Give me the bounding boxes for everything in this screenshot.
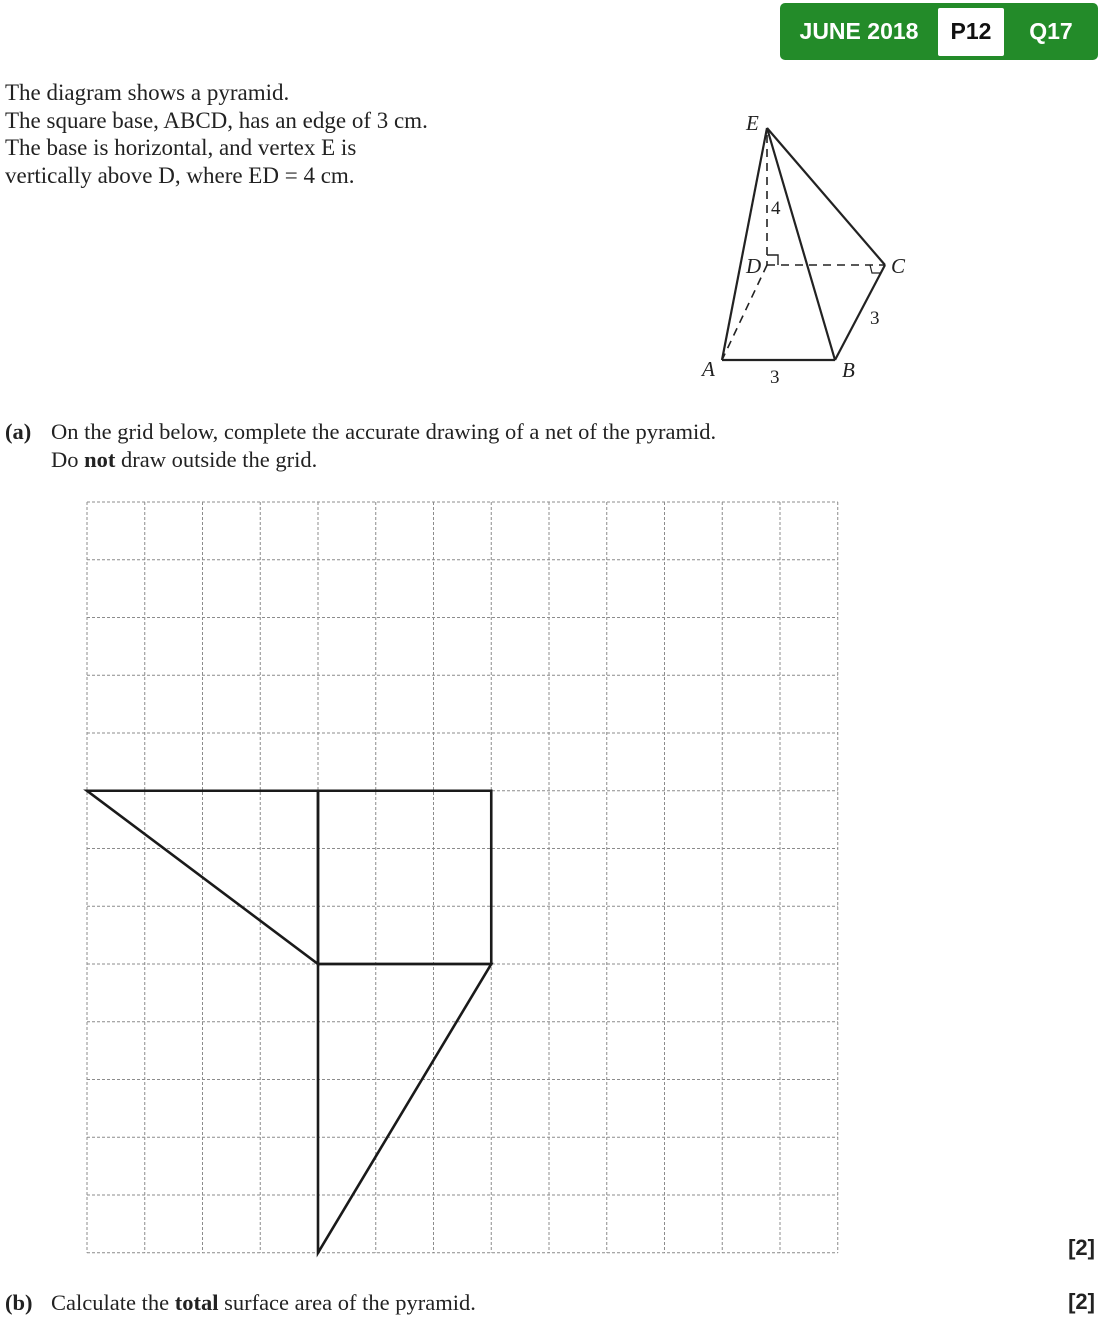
edge-ec [767, 128, 885, 265]
part-b-text-bold: total [174, 1290, 219, 1315]
part-b-text-post: surface area of the pyramid. [218, 1290, 476, 1315]
part-a-line-2-bold: not [84, 447, 116, 472]
part-a-line-2-pre: Do [51, 447, 85, 472]
part-b-text-pre: Calculate the [51, 1290, 175, 1315]
intro-line-1: The diagram shows a pyramid. [5, 80, 290, 105]
intro-line-4: vertically above D, where ED = 4 cm. [5, 162, 355, 188]
part-a-label: (a) [5, 419, 32, 444]
edge-ea [722, 128, 767, 360]
edge-bc-length: 3 [870, 308, 880, 329]
edge-ed-length: 4 [771, 198, 781, 219]
right-angle-d [767, 255, 778, 265]
badge-question: Q17 [1029, 18, 1073, 44]
vertex-d-label: D [746, 254, 762, 278]
edge-eb [767, 128, 835, 360]
vertex-c-label: C [891, 254, 906, 278]
vertex-a-label: A [702, 357, 715, 381]
net-square-base [318, 791, 491, 964]
part-a-marks: [2] [1068, 1235, 1095, 1260]
right-angle-c [870, 265, 880, 273]
intro-line-2: The square base, ABCD, has an edge of 3 cm. [5, 107, 428, 133]
pyramid-diagram [690, 105, 950, 385]
part-a-line-1: On the grid below, complete the accurate drawing of a net of the pyramid. [51, 419, 717, 444]
intro-line-3: The base is horizontal, and vertex E is [5, 135, 357, 160]
edge-da [722, 265, 767, 360]
exam-badge [780, 3, 1098, 60]
net-triangle-bottom [318, 964, 491, 1253]
net-grid [80, 495, 860, 1275]
part-b-marks: [2] [1068, 1289, 1095, 1314]
part-b-label: (b) [5, 1290, 33, 1315]
question-intro [5, 79, 428, 189]
badge-paper: P12 [938, 8, 1004, 56]
badge-session: JUNE 2018 [799, 18, 919, 44]
edge-ab-length: 3 [770, 367, 780, 385]
vertex-e-label: E [746, 111, 759, 135]
part-a-line-2-post: draw outside the grid. [115, 447, 318, 472]
vertex-b-label: B [842, 358, 855, 382]
part-b [5, 1289, 476, 1317]
part-a [5, 418, 716, 474]
